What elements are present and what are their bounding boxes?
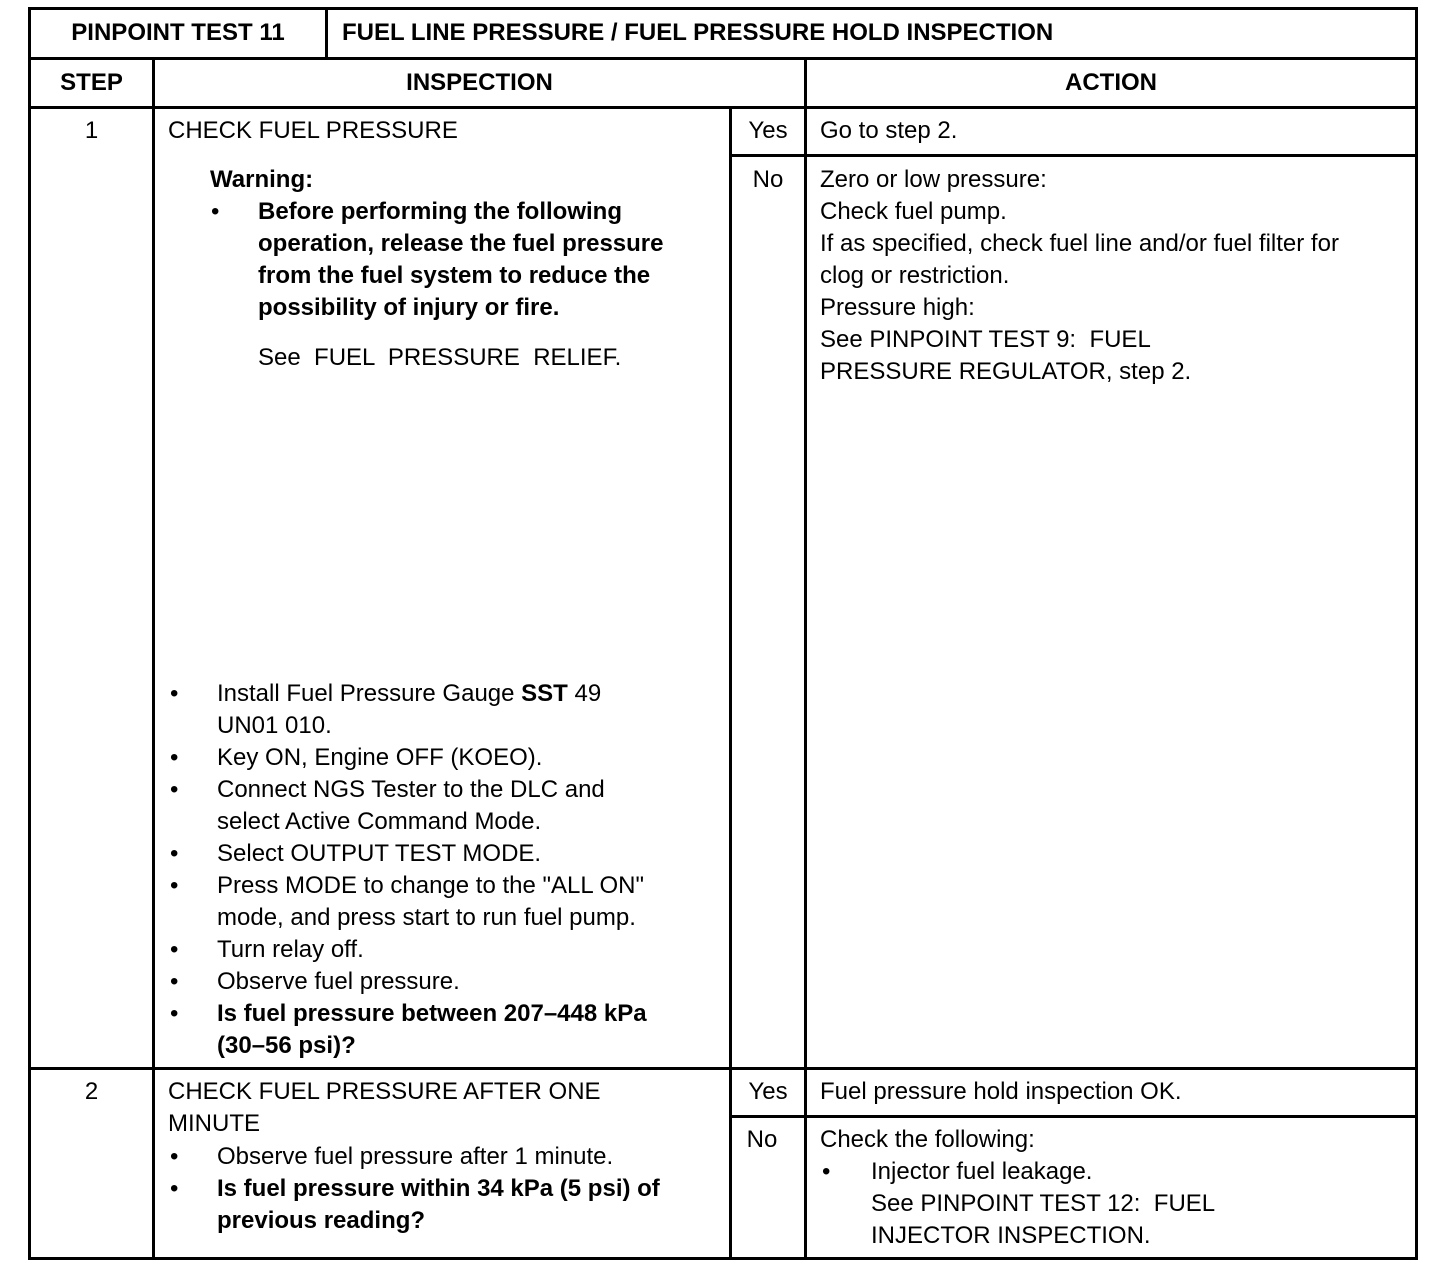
- action-line: Check fuel pump.: [820, 198, 1007, 225]
- item-line: Press MODE to change to the "ALL ON": [217, 872, 645, 899]
- warning-line: operation, release the fuel pressure: [258, 230, 664, 257]
- bullet-icon: •: [170, 744, 179, 771]
- bullet-icon: •: [211, 198, 220, 225]
- divider: [729, 1115, 1418, 1118]
- test-name: FUEL LINE PRESSURE / FUEL PRESSURE HOLD INSPECTION: [342, 19, 1054, 46]
- list-item: Observe fuel pressure after 1 minute.: [217, 1143, 614, 1170]
- list-item-question: [217, 1173, 660, 1237]
- item-line: Is fuel pressure between 207–448 kPa: [217, 1000, 647, 1027]
- list-item-question: [217, 998, 647, 1062]
- bullet-icon: •: [170, 840, 179, 867]
- item-line: Connect NGS Tester to the DLC and: [217, 776, 605, 803]
- item-line: mode, and press start to run fuel pump.: [217, 904, 636, 931]
- step-number: 1: [84, 117, 99, 144]
- border-top: [28, 7, 1418, 10]
- action-line: Injector fuel leakage.: [871, 1158, 1093, 1185]
- yes-label: Yes: [748, 1078, 788, 1105]
- warning-label: Warning:: [210, 166, 314, 193]
- warning-text: [258, 196, 663, 324]
- divider: [28, 57, 1418, 60]
- header-action: ACTION: [1065, 69, 1157, 96]
- yes-label: Yes: [748, 117, 788, 144]
- divider: [804, 57, 807, 1260]
- no-label: No: [752, 166, 784, 193]
- action-line: Zero or low pressure:: [820, 166, 1047, 193]
- action-line: Pressure high:: [820, 294, 975, 321]
- divider: [729, 154, 1418, 157]
- list-item: Observe fuel pressure.: [217, 968, 460, 995]
- bullet-icon: •: [170, 1175, 179, 1202]
- no-action: [820, 164, 1339, 388]
- action-line: See PINPOINT TEST 9: FUEL: [820, 326, 1151, 353]
- no-label: No: [746, 1126, 778, 1153]
- bullet-icon: •: [822, 1158, 831, 1185]
- list-item: Key ON, Engine OFF (KOEO).: [217, 744, 543, 771]
- warning-line: possibility of injury or fire.: [258, 294, 560, 321]
- step-heading: [168, 1076, 601, 1140]
- divider: [152, 57, 155, 1260]
- bullet-icon: •: [170, 968, 179, 995]
- border-bottom: [28, 1257, 1418, 1260]
- action-line: PRESSURE REGULATOR, step 2.: [820, 358, 1192, 385]
- border-right: [1415, 7, 1418, 1260]
- item-line: Is fuel pressure within 34 kPa (5 psi) of: [217, 1175, 660, 1202]
- bullet-icon: •: [170, 1000, 179, 1027]
- yes-action: Go to step 2.: [820, 117, 958, 144]
- border-left: [28, 7, 31, 1260]
- divider: [28, 1067, 1418, 1070]
- list-item: Select OUTPUT TEST MODE.: [217, 840, 542, 867]
- step-heading: CHECK FUEL PRESSURE: [168, 117, 458, 144]
- item-text-bold: SST: [521, 680, 568, 707]
- step-number: 2: [84, 1078, 99, 1105]
- item-line: previous reading?: [217, 1207, 426, 1234]
- no-action-intro: Check the following:: [820, 1126, 1035, 1153]
- action-line: INJECTOR INSPECTION.: [871, 1222, 1151, 1249]
- yes-action: Fuel pressure hold inspection OK.: [820, 1078, 1182, 1105]
- list-item: [217, 774, 605, 838]
- list-item: [217, 678, 601, 710]
- bullet-icon: •: [170, 1143, 179, 1170]
- bullet-icon: •: [170, 680, 179, 707]
- divider: [325, 7, 328, 58]
- heading-line: MINUTE: [168, 1110, 260, 1137]
- action-line: clog or restriction.: [820, 262, 1010, 289]
- header-inspection: INSPECTION: [406, 69, 553, 96]
- heading-line: CHECK FUEL PRESSURE AFTER ONE: [168, 1078, 601, 1105]
- list-item: [217, 870, 644, 934]
- warning-reference: See FUEL PRESSURE RELIEF.: [258, 344, 622, 371]
- warning-line: Before performing the following: [258, 198, 622, 225]
- divider: [28, 106, 1418, 109]
- item-text: 49: [567, 680, 602, 707]
- bullet-icon: •: [170, 776, 179, 803]
- list-item: Turn relay off.: [217, 936, 364, 963]
- header-step: STEP: [60, 69, 123, 96]
- no-action-item: [871, 1156, 1215, 1252]
- item-text: Install Fuel Pressure Gauge: [217, 680, 522, 707]
- item-line: select Active Command Mode.: [217, 808, 542, 835]
- action-line: If as specified, check fuel line and/or fuel filter for: [820, 230, 1339, 257]
- bullet-icon: •: [170, 872, 179, 899]
- test-id: PINPOINT TEST 11: [71, 19, 285, 46]
- item-line: (30–56 psi)?: [217, 1032, 356, 1059]
- bullet-icon: •: [170, 936, 179, 963]
- list-item-cont: UN01 010.: [217, 712, 332, 739]
- warning-line: from the fuel system to reduce the: [258, 262, 651, 289]
- action-line: See PINPOINT TEST 12: FUEL: [871, 1190, 1216, 1217]
